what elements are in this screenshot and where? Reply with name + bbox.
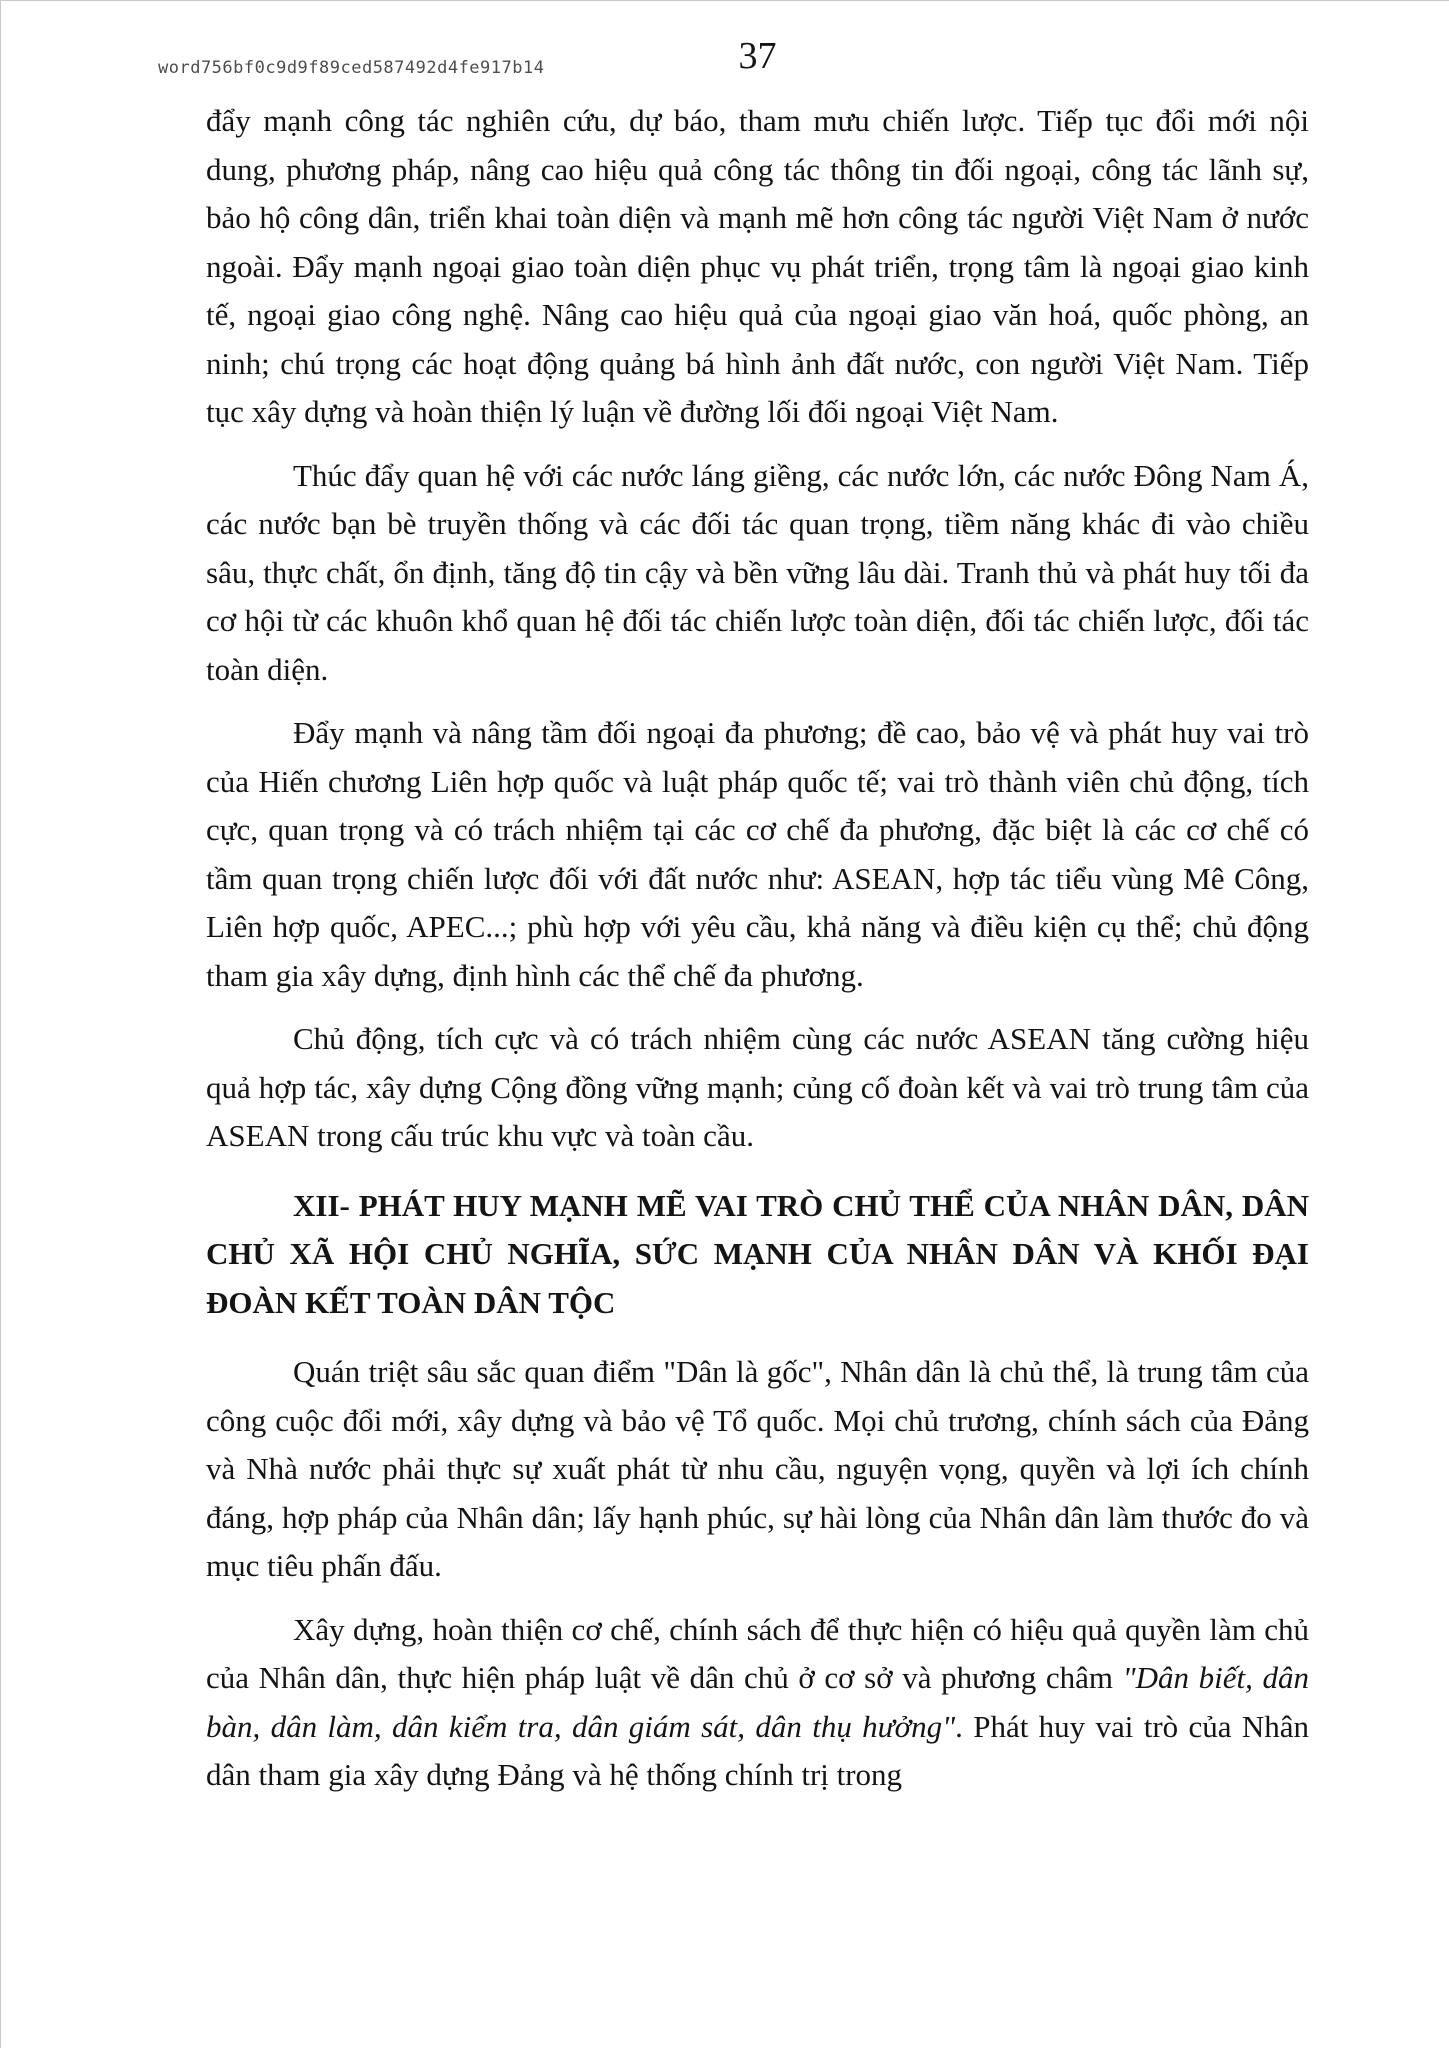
paragraph-text-after-quote: . Phát huy vai trò của Nhân dân tham gia xây dựng Đảng và hệ thống chính trị trong (206, 1708, 1309, 1792)
paragraph-democracy-mechanisms (206, 1606, 1309, 1800)
page-number: 37 (738, 35, 777, 77)
paragraph-text-before-quote: Xây dựng, hoàn thiện cơ chế, chính sách để thực hiện có hiệu quả quyền làm chủ của Nhân dân, thực hiện pháp luật về dân chủ ở cơ sở và phương châm (206, 1611, 1309, 1695)
paragraph-bilateral-relations: Thúc đẩy quan hệ với các nước láng giềng, các nước lớn, các nước Đông Nam Á, các nước bạn bè truyền thống và các đối tác quan trọng, tiềm năng khác đi vào chiều sâu, thực chất, ổn định, tăng độ tin cậy và bền vững lâu dài. Tranh thủ và phát huy tối đa cơ hội từ các khuôn khổ quan hệ đối tác chiến lược toàn diện, đối tác chiến lược, đối tác toàn diện. (206, 457, 1309, 687)
document-body (206, 97, 1309, 1815)
paragraph-dan-la-goc: Quán triệt sâu sắc quan điểm "Dân là gốc", Nhân dân là chủ thể, là trung tâm của công cuộc đổi mới, xây dựng và bảo vệ Tổ quốc. Mọi chủ trương, chính sách của Đảng và Nhà nước phải thực sự xuất phát từ nhu cầu, nguyện vọng, quyền và lợi ích chính đáng, hợp pháp của Nhân dân; lấy hạnh phúc, sự hài lòng của Nhân dân làm thước đo và mục tiêu phấn đấu. (206, 1354, 1309, 1583)
section-heading-xii: XII- PHÁT HUY MẠNH MẼ VAI TRÒ CHỦ THỂ CỦA NHÂN DÂN, DÂN CHỦ XÃ HỘI CHỦ NGHĨA, SỨC MẠNH CỦA NHÂN DÂN VÀ KHỐI ĐẠI ĐOÀN KẾT TOÀN DÂN TỘC (206, 1187, 1309, 1320)
paragraph-multilateral-diplomacy: Đẩy mạnh và nâng tầm đối ngoại đa phương; đề cao, bảo vệ và phát huy vai trò của Hiến chương Liên hợp quốc và luật pháp quốc tế; vai trò thành viên chủ động, tích cực, quan trọng và có trách nhiệm tại các cơ chế đa phương, đặc biệt là các cơ chế có tầm quan trọng chiến lược đối với đất nước như: ASEAN, hợp tác tiểu vùng Mê Công, Liên hợp quốc, APEC...; phù hợp với yêu cầu, khả năng và điều kiện cụ thể; chủ động tham gia xây dựng, định hình các thể chế đa phương. (206, 715, 1309, 993)
paragraph-foreign-affairs-continuation: đẩy mạnh công tác nghiên cứu, dự báo, tham mưu chiến lược. Tiếp tục đổi mới nội dung, phương pháp, nâng cao hiệu quả công tác thông tin đối ngoại, công tác lãnh sự, bảo hộ công dân, triển khai toàn diện và mạnh mẽ hơn công tác người Việt Nam ở nước ngoài. Đẩy mạnh ngoại giao toàn diện phục vụ phát triển, trọng tâm là ngoại giao kinh tế, ngoại giao công nghệ. Nâng cao hiệu quả của ngoại giao văn hoá, quốc phòng, an ninh; chú trọng các hoạt động quảng bá hình ảnh đất nước, con người Việt Nam. Tiếp tục xây dựng và hoàn thiện lý luận về đường lối đối ngoại Việt Nam. (206, 103, 1309, 429)
paragraph-asean-community: Chủ động, tích cực và có trách nhiệm cùng các nước ASEAN tăng cường hiệu quả hợp tác, xây dựng Cộng đồng vững mạnh; củng cố đoàn kết và vai trò trung tâm của ASEAN trong cấu trúc khu vực và toàn cầu. (206, 1021, 1309, 1153)
italic-quote-dan-biet: "Dân biết, dân bàn, dân làm, dân kiểm tra, dân giám sát, dân thụ hưởng" (206, 1660, 1309, 1744)
watermark-text: word756bf0c9d9f89ced587492d4fe917b14 (158, 58, 545, 78)
